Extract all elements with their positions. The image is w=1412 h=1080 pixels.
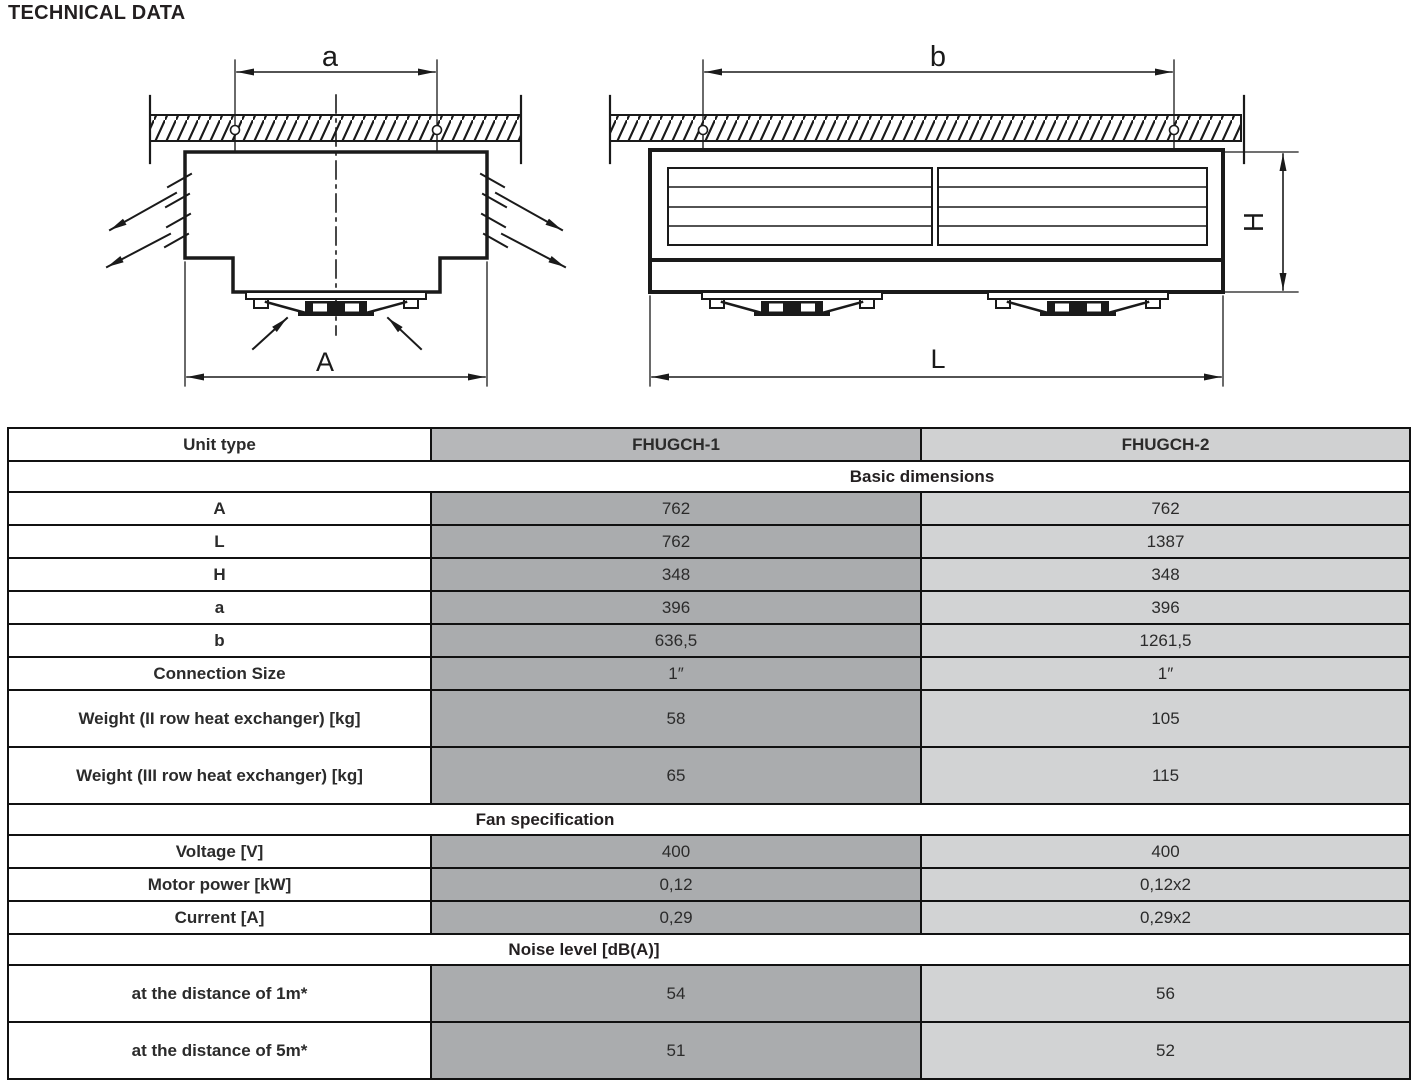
side-view-diagram (610, 41, 1298, 386)
value-weight-ii-fhugch-2: 105 (921, 690, 1410, 747)
value-noise-5m-fhugch-2: 52 (921, 1022, 1410, 1079)
dim-b-label: b (929, 41, 947, 73)
airflow-in-arrows (253, 318, 421, 349)
value-noise-1m-fhugch-2: 56 (921, 965, 1410, 1022)
value-L-fhugch-2: 1387 (921, 525, 1410, 558)
dim-L-label: L (930, 344, 946, 374)
row-label-current: Current [A] (8, 901, 431, 934)
value-voltage-fhugch-1: 400 (431, 835, 921, 868)
table-header-row (8, 428, 1410, 461)
value-noise-1m-fhugch-1: 54 (431, 965, 921, 1022)
airflow-out-right (481, 174, 565, 267)
row-label-a: a (8, 591, 431, 624)
value-H-fhugch-1: 348 (431, 558, 921, 591)
row-label-motor-power: Motor power [kW] (8, 868, 431, 901)
value-b-fhugch-1: 636,5 (431, 624, 921, 657)
technical-drawings (0, 0, 1412, 425)
value-L-fhugch-1: 762 (431, 525, 921, 558)
air-diffuser (988, 292, 1168, 316)
value-current-fhugch-1: 0,29 (431, 901, 921, 934)
section-fan-specification (8, 804, 1410, 835)
row-label-voltage: Voltage [V] (8, 835, 431, 868)
value-voltage-fhugch-2: 400 (921, 835, 1410, 868)
table-row (8, 657, 1410, 690)
dim-a-label: a (321, 41, 339, 73)
table-row (8, 690, 1410, 747)
section-title: Fan specification (475, 809, 615, 829)
value-H-fhugch-2: 348 (921, 558, 1410, 591)
row-label-weight-ii: Weight (II row heat exchanger) [kg] (8, 690, 431, 747)
section-noise-level (8, 934, 1410, 965)
table-row (8, 624, 1410, 657)
value-motor-power-fhugch-2: 0,12x2 (921, 868, 1410, 901)
row-label-H: H (8, 558, 431, 591)
airflow-out-left (107, 174, 191, 267)
value-motor-power-fhugch-1: 0,12 (431, 868, 921, 901)
dimension-b (703, 41, 1174, 125)
table-row (8, 492, 1410, 525)
unit-type-header: Unit type (8, 428, 431, 461)
section-basic-dimensions (8, 461, 1410, 492)
column-header-fhugch-1: FHUGCH-1 (431, 428, 921, 461)
section-title: Noise level [dB(A)] (508, 939, 660, 959)
value-A-fhugch-2: 762 (921, 492, 1410, 525)
value-weight-iii-fhugch-1: 65 (431, 747, 921, 804)
air-diffuser (246, 292, 426, 316)
value-b-fhugch-2: 1261,5 (921, 624, 1410, 657)
table-row (8, 747, 1410, 804)
row-label-noise-1m: at the distance of 1m* (8, 965, 431, 1022)
value-weight-iii-fhugch-2: 115 (921, 747, 1410, 804)
table-row (8, 525, 1410, 558)
value-connection-fhugch-1: 1″ (431, 657, 921, 690)
row-label-b: b (8, 624, 431, 657)
dimension-L (650, 296, 1223, 386)
table-row (8, 965, 1410, 1022)
dimension-H (1225, 152, 1298, 292)
value-A-fhugch-1: 762 (431, 492, 921, 525)
table-row (8, 868, 1410, 901)
table-row (8, 835, 1410, 868)
page-title: TECHNICAL DATA (8, 2, 186, 24)
dim-A-label: A (315, 347, 335, 377)
section-title: Basic dimensions (849, 466, 995, 486)
table-row (8, 901, 1410, 934)
value-weight-ii-fhugch-1: 58 (431, 690, 921, 747)
air-diffuser (702, 292, 882, 316)
value-connection-fhugch-2: 1″ (921, 657, 1410, 690)
technical-data-table (7, 427, 1411, 1080)
front-view-diagram (107, 41, 565, 386)
unit-body-outline (650, 150, 1223, 292)
value-current-fhugch-2: 0,29x2 (921, 901, 1410, 934)
table-row (8, 558, 1410, 591)
row-label-noise-5m: at the distance of 5m* (8, 1022, 431, 1079)
value-a-fhugch-1: 396 (431, 591, 921, 624)
dim-H-label: H (1238, 211, 1269, 233)
value-noise-5m-fhugch-1: 51 (431, 1022, 921, 1079)
value-a-fhugch-2: 396 (921, 591, 1410, 624)
row-label-L: L (8, 525, 431, 558)
row-label-weight-iii: Weight (III row heat exchanger) [kg] (8, 747, 431, 804)
row-label-connection-size: Connection Size (8, 657, 431, 690)
row-label-A: A (8, 492, 431, 525)
table-row (8, 591, 1410, 624)
column-header-fhugch-2: FHUGCH-2 (921, 428, 1410, 461)
